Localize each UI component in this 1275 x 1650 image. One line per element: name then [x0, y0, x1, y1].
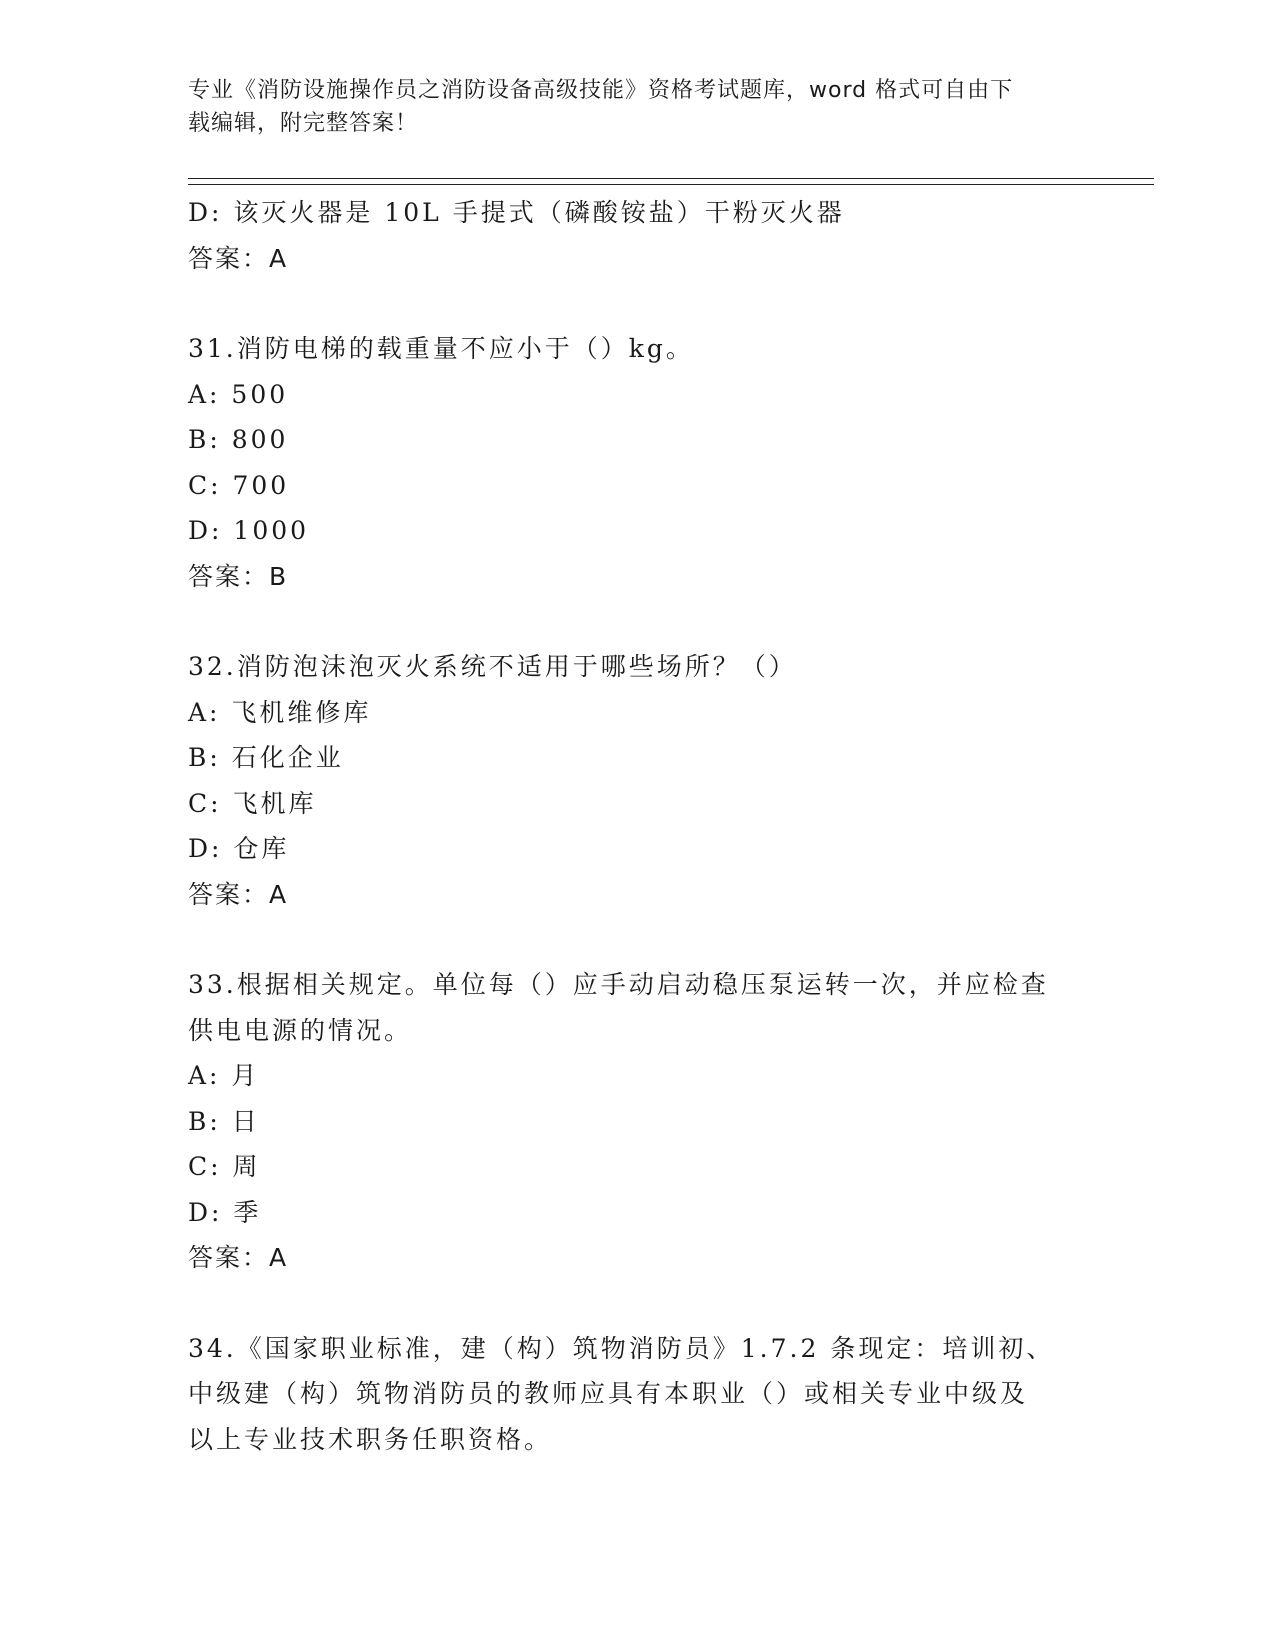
answer-line: 答案：A [188, 879, 289, 909]
header-divider-top [188, 178, 1154, 179]
document-header [188, 74, 1068, 140]
option-d: D: 季 [188, 1197, 262, 1227]
question-stem [188, 644, 1088, 690]
question-stem-line: 34.《国家职业标准，建（构）筑物消防员》1.7.2 条现定：培训初、 [188, 1333, 1055, 1363]
option-d: D: 仓库 [188, 834, 290, 863]
question-stem-line: 中级建（构）筑物消防员的教师应具有本职业（）或相关专业中级及 [188, 1379, 1029, 1408]
option-b: B: 石化企业 [188, 743, 344, 772]
option-d: D: 该灭火器是 10L 手提式（磷酸铵盐）干粉灭火器 [188, 198, 845, 227]
option-b: B: 日 [188, 1106, 260, 1136]
question-stem [188, 326, 1088, 372]
header-divider-bottom [188, 184, 1154, 185]
question-31 [188, 326, 1088, 599]
header-line-1: 专业《消防设施操作员之消防设备高级技能》资格考试题库，word 格式可自由下 [188, 78, 1014, 103]
answer-line: 答案：A [188, 1243, 289, 1272]
option-d: D: 1000 [188, 516, 310, 545]
spacer [188, 599, 1088, 644]
question-33 [188, 962, 1088, 1281]
question-content [188, 190, 1088, 1462]
spacer [188, 281, 1088, 326]
option-a: A: 月 [188, 1061, 260, 1090]
option-a: A: 500 [188, 379, 289, 409]
question-32 [188, 644, 1088, 917]
question-stem-line: 33.根据相关规定。单位每（）应手动启动稳压泵运转一次，并应检查 [188, 970, 1049, 999]
question-stem-line: 31.消防电梯的载重量不应小于（）kg。 [188, 334, 694, 363]
question-stem [188, 962, 1088, 1053]
question-stem [188, 1326, 1088, 1463]
question-stem-line: 供电电源的情况。 [188, 1015, 413, 1045]
question-34 [188, 1326, 1088, 1463]
option-c: C: 飞机库 [188, 788, 317, 818]
answer-line: 答案：B [188, 561, 289, 591]
spacer [188, 1281, 1088, 1326]
answer-line: 答案：A [188, 243, 289, 273]
option-b: B: 800 [188, 425, 289, 454]
question-stem-line: 32.消防泡沫泡灭火系统不适用于哪些场所？（） [188, 652, 797, 681]
spacer [188, 917, 1088, 962]
option-c: C: 周 [188, 1152, 261, 1181]
question-stem-line: 以上专业技术职务任职资格。 [188, 1424, 553, 1454]
option-c: C: 700 [188, 470, 290, 500]
option-a: A: 飞机维修库 [188, 697, 372, 727]
header-line-2: 载编辑，附完整答案！ [188, 111, 419, 136]
